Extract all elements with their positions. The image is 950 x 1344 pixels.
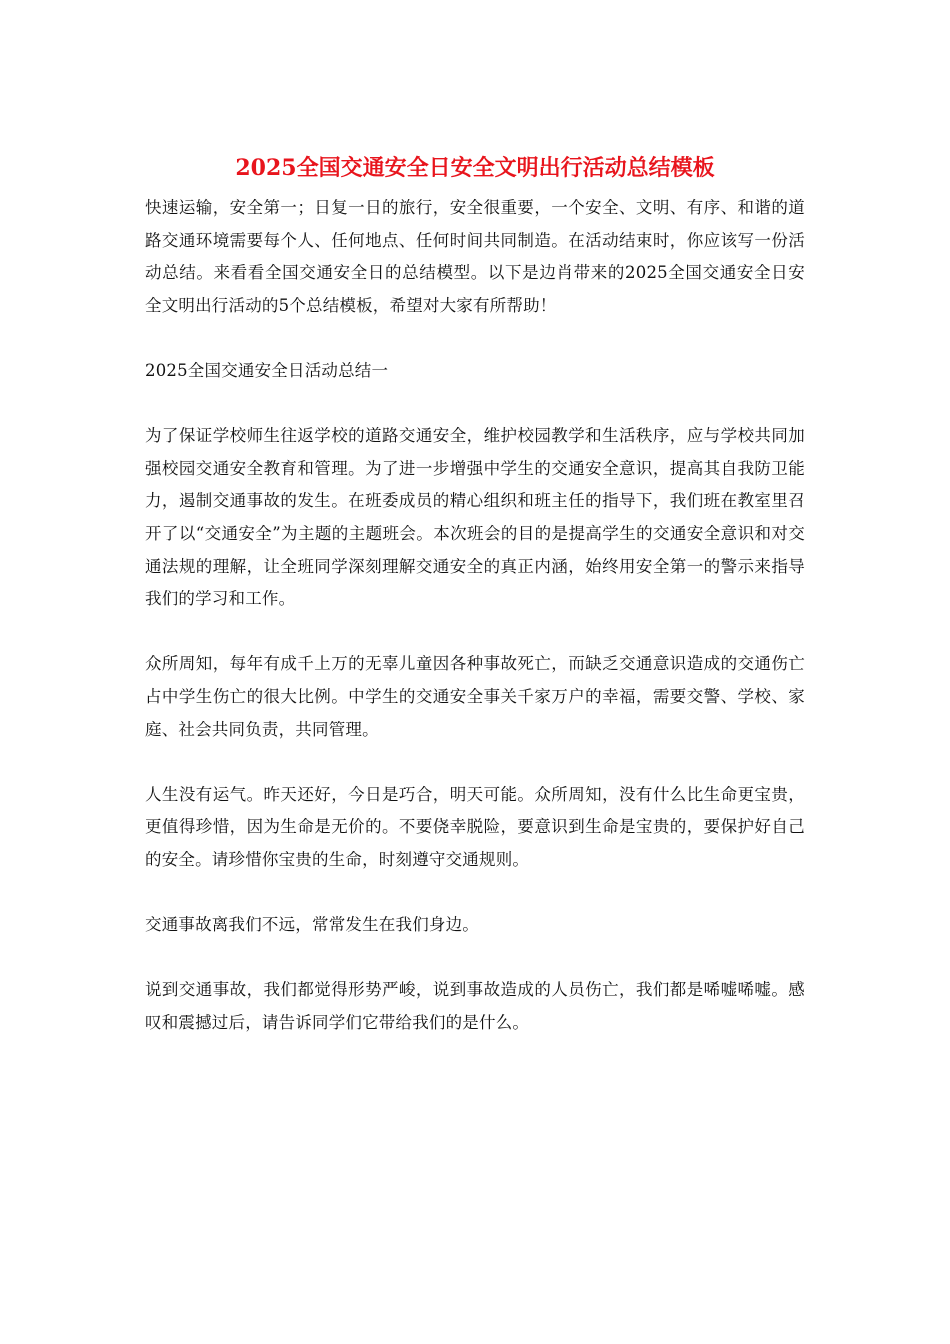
body-paragraph: 众所周知，每年有成千上万的无辜儿童因各种事故死亡，而缺乏交通意识造成的交通伤亡占中学生伤亡的很大比例。中学生的交通安全事关千家万户的幸福，需要交警、学校、家庭、社会共同负责，共同管理。 [145,654,805,739]
intro-paragraph: 快速运输，安全第一；日复一日的旅行，安全很重要，一个安全、文明、有序、和谐的道路交通环境需要每个人、任何地点、任何时间共同制造。在活动结束时，你应该写一份活动总结。来看看全国交通安全日的总结模型。以下是边肖带来的2025全国交通安全日安全文明出行活动的5个总结模板，希望对大家有所帮助！ [145,198,805,315]
body-paragraph: 为了保证学校师生往返学校的道路交通安全，维护校园教学和生活秩序，应与学校共同加强校园交通安全教育和管理。为了进一步增强中学生的交通安全意识，提高其自我防卫能力，遏制交通事故的发生。在班委成员的精心组织和班主任的指导下，我们班在教室里召开了以“交通安全”为主题的主题班会。本次班会的目的是提高学生的交通安全意识和对交通法规的理解，让全班同学深刻理解交通安全的真正内涵，始终用安全第一的警示来指导我们的学习和工作。 [145,426,805,609]
paragraph-spacer [145,322,805,355]
body-paragraph: 交通事故离我们不远，常常发生在我们身边。 [145,915,479,935]
paragraph-spacer [145,876,805,909]
document-title: 2025全国交通安全日安全文明出行活动总结模板 [235,155,715,181]
paragraph-spacer [145,746,805,779]
paragraph-spacer [145,388,805,421]
body-paragraph: 人生没有运气。昨天还好，今日是巧合，明天可能。众所周知，没有什么比生命更宝贵，更值得珍惜，因为生命是无价的。不要侥幸脱险，要意识到生命是宝贵的，要保护好自己的安全。请珍惜你宝贵的生命，时刻遵守交通规则。 [145,784,805,869]
body-paragraph: 说到交通事故，我们都觉得形势严峻，说到事故造成的人员伤亡，我们都是唏嘘唏嘘。感叹和震撼过后，请告诉同学们它带给我们的是什么。 [145,980,805,1032]
section-heading: 2025全国交通安全日活动总结一 [145,360,389,380]
document-body [145,192,805,1039]
paragraph-spacer [145,616,805,649]
paragraph-spacer [145,942,805,975]
